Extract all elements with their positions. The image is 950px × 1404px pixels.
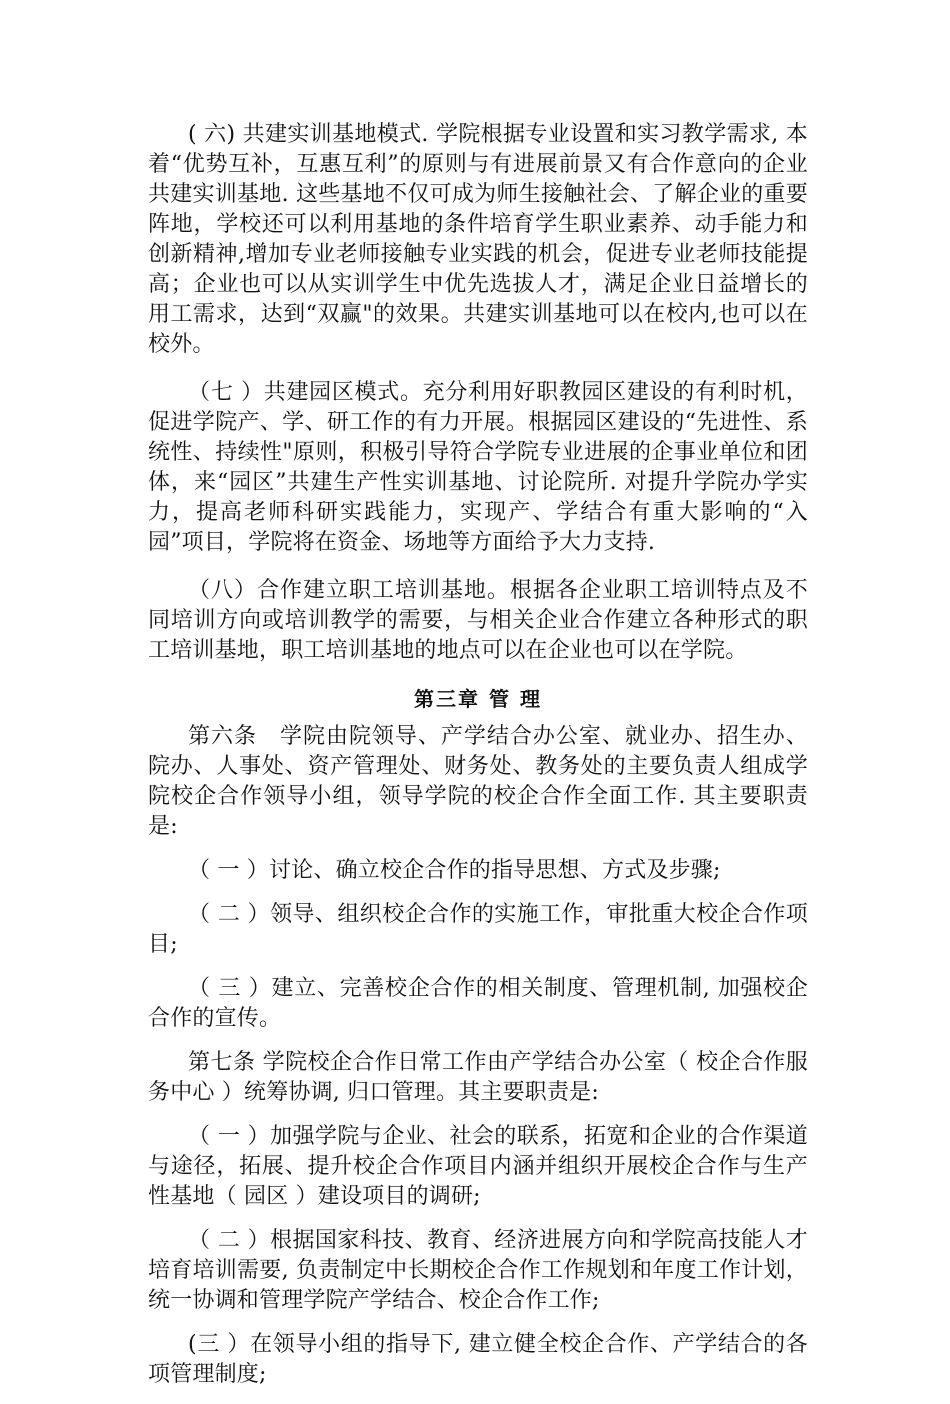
- paragraph-7-park-mode: （七 ）共建园区模式。充分利用好职教园区建设的有利时机，促进学院产、学、研工作的有力开展。根据园区建设的“先进性、系统性、持续性"原则，积极引导符合学院专业进展的企事业单位和团体，来“园区”共建生产性实训基地、讨论院所. 对提升学院办学实力，提高老师科研实践能力，实现产、学结合有重大影响的“入园”项目，学院将在资金、场地等方面给予大力支持.: [148, 380, 808, 555]
- article-6: 第六条 学院由院领导、产学结合办公室、就业办、招生办、院办、人事处、资产管理处、财务处、教务处的主要负责人组成学院校企合作领导小组，领导学院的校企合作全面工作. 其主要职责是:: [148, 724, 808, 839]
- article-6-item-1: （ 一 ）讨论、确立校企合作的指导思想、方式及步骤;: [188, 858, 721, 883]
- chapter-heading: 第三章 管 理: [414, 687, 542, 711]
- article-6-item-2: （ 二 ）领导、组织校企合作的实施工作，审批重大校企合作项目;: [148, 902, 808, 957]
- paragraph-6-training-base: ( 六) 共建实训基地模式. 学院根据专业设置和实习教学需求, 本着“优势互补，互惠互利”的原则与有进展前景又有合作意向的企业共建实训基地. 这些基地不仅可成为师生接触社会、了解企业的重要阵地，学校还可以利用基地的条件培育学生职业素养、动手能力和创新精神,增加专业老师接触专业实践的机会，促进专业老师技能提高；企业也可以从实训学生中优先选拔人才，满足企业日益增长的用工需求，达到“双赢"的效果。共建实训基地可以在校内,也可以在校外。: [148, 122, 808, 357]
- article-7-item-3: (三 ）在领导小组的指导下, 建立健全校企合作、产学结合的各项管理制度;: [148, 1332, 808, 1387]
- article-7-item-2: （ 二 ）根据国家科技、教育、经济进展方向和学院高技能人才培育培训需要, 负责制定中长期校企合作工作规划和年度工作计划，统一协调和管理学院产学结合、校企合作工作;: [148, 1228, 808, 1313]
- document-page: [148, 120, 808, 1404]
- paragraph-8-staff-training: （八）合作建立职工培训基地。根据各企业职工培训特点及不同培训方向或培训教学的需要，与相关企业合作建立各种形式的职工培训基地，职工培训基地的地点可以在企业也可以在学院。: [148, 578, 808, 663]
- article-7-item-1: （ 一 ）加强学院与企业、社会的联系，拓宽和企业的合作渠道与途径，拓展、提升校企合作项目内涵并组织开展校企合作与生产性基地（ 园区 ）建设项目的调研;: [148, 1124, 808, 1209]
- article-6-item-3: （ 三 ）建立、完善校企合作的相关制度、管理机制, 加强校企合作的宣传。: [148, 976, 808, 1031]
- article-7: 第七条 学院校企合作日常工作由产学结合办公室（ 校企合作服务中心 ）统筹协调, 归口管理。其主要职责是:: [148, 1050, 808, 1105]
